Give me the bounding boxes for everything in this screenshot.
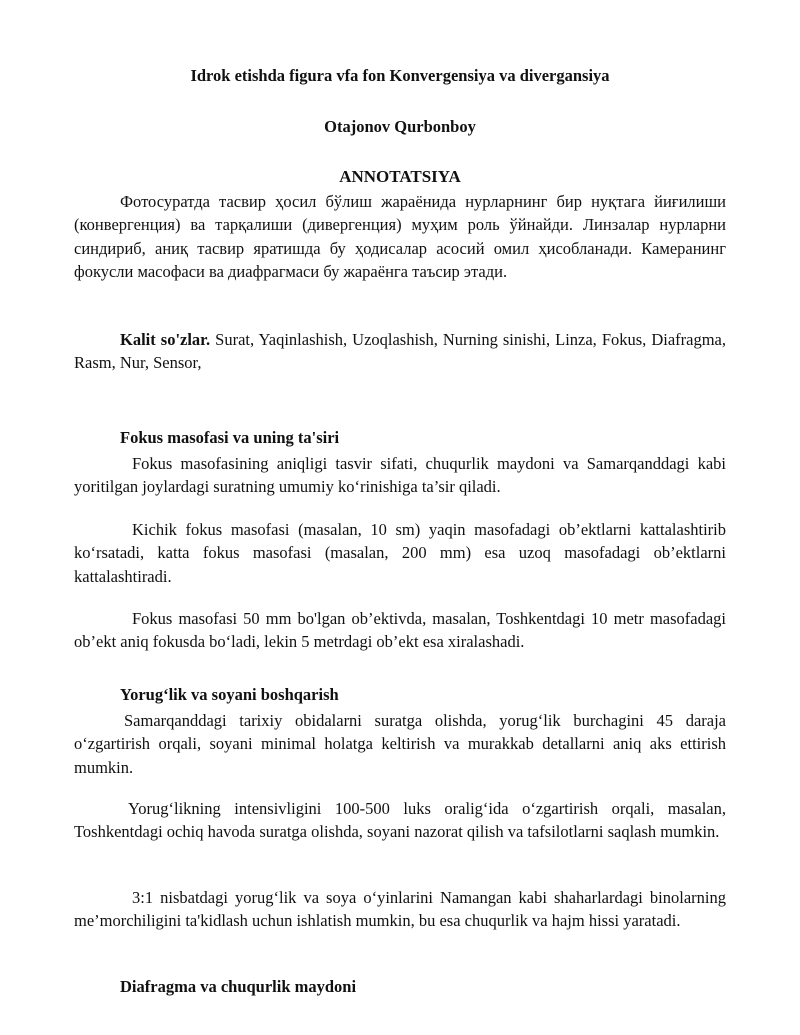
document-author: Otajonov Qurbonboy: [324, 117, 476, 136]
document-title: Idrok etishda figura vfa fon Konvergensiya va divergansiya: [190, 66, 610, 85]
keywords-list: Surat, Yaqinlashish, Uzoqlashish, Nurning sinishi, Linza, Fokus, Diafragma, Rasm, Nur, Sensor,: [74, 330, 726, 373]
light-paragraph-2: Yorug‘likning intensivligini 100-500 luks oralig‘ida o‘zgartirish orqali, masalan, Toshkentdagi ochiq havoda suratga olishda, soyani nazorat qilish va tafsilotlarni saqlash mumkin.: [74, 799, 726, 842]
focus-paragraph-2: Kichik fokus masofasi (masalan, 10 sm) yaqin masofadagi ob’ektlarni kattalashtirib ko‘rsatadi, katta fokus masofasi (masalan, 200 mm) esa uzoq masofadagi ob’ektlarni kattalashtiradi.: [74, 520, 726, 586]
focus-paragraph-1: Fokus masofasining aniqligi tasvir sifati, chuqurlik maydoni va Samarqanddagi kabi yoritilgan joylardagi suratning umumiy ko‘rinishiga ta’sir qiladi.: [74, 454, 726, 497]
light-paragraph-1: Samarqanddagi tarixiy obidalarni suratga olishda, yorug‘lik burchagini 45 daraja o‘zgartirish orqali, soyani minimal holatga keltirish va murakkab detallarni aniq aks ettirish mumkin.: [74, 711, 726, 777]
light-paragraph-3: 3:1 nisbatdagi yorug‘lik va soya o‘yinlarini Namangan kabi shaharlardagi binolarning me’morchiligini ta'kidlash uchun ishlatish mumkin, bu esa chuqurlik va hajm hissi yaratadi.: [74, 888, 726, 931]
annotation-heading: ANNOTATSIYA: [339, 167, 461, 186]
focus-paragraph-3: Fokus masofasi 50 mm bo'lgan ob’ektivda, masalan, Toshkentdagi 10 metr masofadagi ob’ekt aniq fokusda bo‘ladi, lekin 5 metrdagi ob’ekt esa xiralashadi.: [74, 609, 726, 652]
section-heading-light: Yorug‘lik va soyani boshqarish: [120, 685, 339, 704]
section-heading-aperture: Diafragma va chuqurlik maydoni: [120, 977, 357, 996]
annotation-paragraph: Фотосуратда тасвир ҳосил бўлиш жараёнида нурларнинг бир нуқтага йиғилиши (конвергенция) ва тарқалиши (дивергенция) муҳим роль ўйнайди. Линзалар нурларни синдириб, аниқ тасвир яратишда бу ҳодисалар асосий омил ҳисобланади. Камеранинг фокусли масофаси ва диафрагмаси бу жараёнга таъсир этади.: [74, 192, 726, 281]
keywords-paragraph: [74, 328, 726, 375]
section-heading-focus: Fokus masofasi va uning ta'siri: [120, 428, 340, 447]
keywords-label: Kalit so'zlar.: [120, 330, 211, 349]
